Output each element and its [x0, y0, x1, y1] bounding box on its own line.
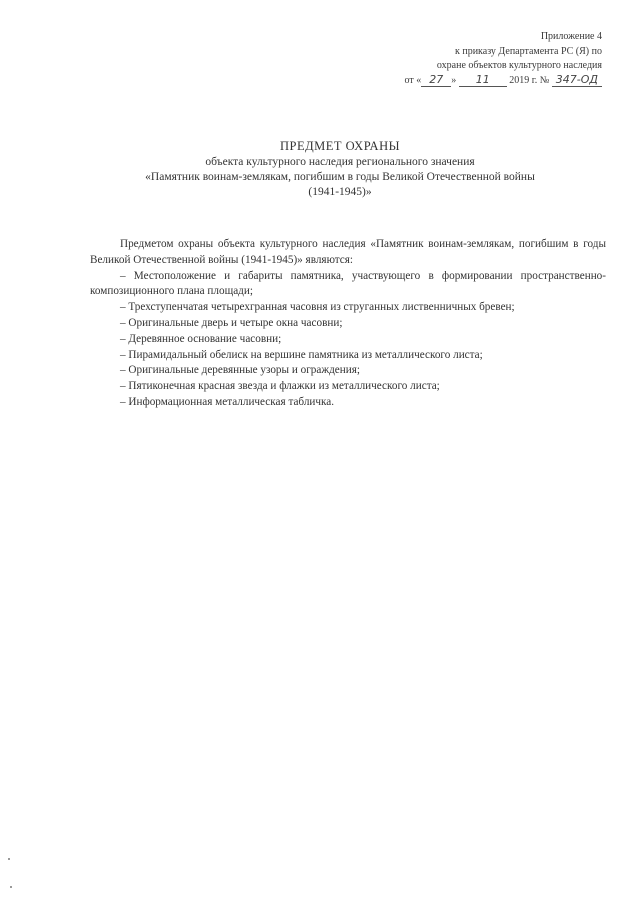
document-title: ПРЕДМЕТ ОХРАНЫ [279, 139, 401, 153]
body-intro-paragraph: Предметом охраны объекта культурного наследия «Памятник воинам-землякам, погибшим в годы Великой Отечественной войны (1941-1945)» являются: [90, 238, 606, 266]
protection-item: – Информационная металлическая табличка. [120, 395, 335, 408]
title-object-type: объекта культурного наследия регионального значения [205, 156, 475, 168]
protection-item: – Деревянное основание часовни; [120, 332, 282, 345]
protection-item: – Местоположение и габариты памятника, участвующего в формировании пространственно-композиционного плана площади; [90, 269, 606, 298]
title-object-years: (1941-1945)» [308, 186, 372, 198]
title-object-name: «Памятник воинам-землякам, погибшим в годы Великой Отечественной войны [145, 171, 535, 183]
protection-item: – Оригинальные дверь и четыре окна часовни; [120, 316, 343, 329]
order-number-handwritten: 347-ОД [552, 74, 602, 87]
date-day-handwritten: 27 [421, 74, 451, 87]
protection-item: – Оригинальные деревянные узоры и ограждения; [120, 364, 360, 377]
document-body [90, 237, 606, 411]
appendix-order-ref: к приказу Департамента РС (Я) по [454, 45, 602, 57]
date-year: 2019 г. № [509, 74, 550, 86]
date-month-handwritten: 11 [459, 74, 507, 87]
appendix-department: охране объектов культурного наследия [436, 60, 602, 71]
protection-item: – Пирамидальный обелиск на вершине памятника из металлического листа; [120, 348, 483, 361]
protection-item: – Пятиконечная красная звезда и флажки из металлического листа; [120, 380, 440, 393]
appendix-number: Приложение 4 [540, 31, 602, 42]
scan-speck [10, 886, 12, 888]
appendix-header [392, 30, 602, 88]
appendix-date-line [392, 74, 602, 89]
protection-item: – Трехступенчатая четырехгранная часовня из струганных лиственничных бревен; [120, 301, 515, 314]
document-title-block [80, 138, 600, 200]
date-mid: » [451, 74, 457, 86]
date-prefix: от « [404, 74, 422, 86]
scan-speck [8, 858, 10, 860]
